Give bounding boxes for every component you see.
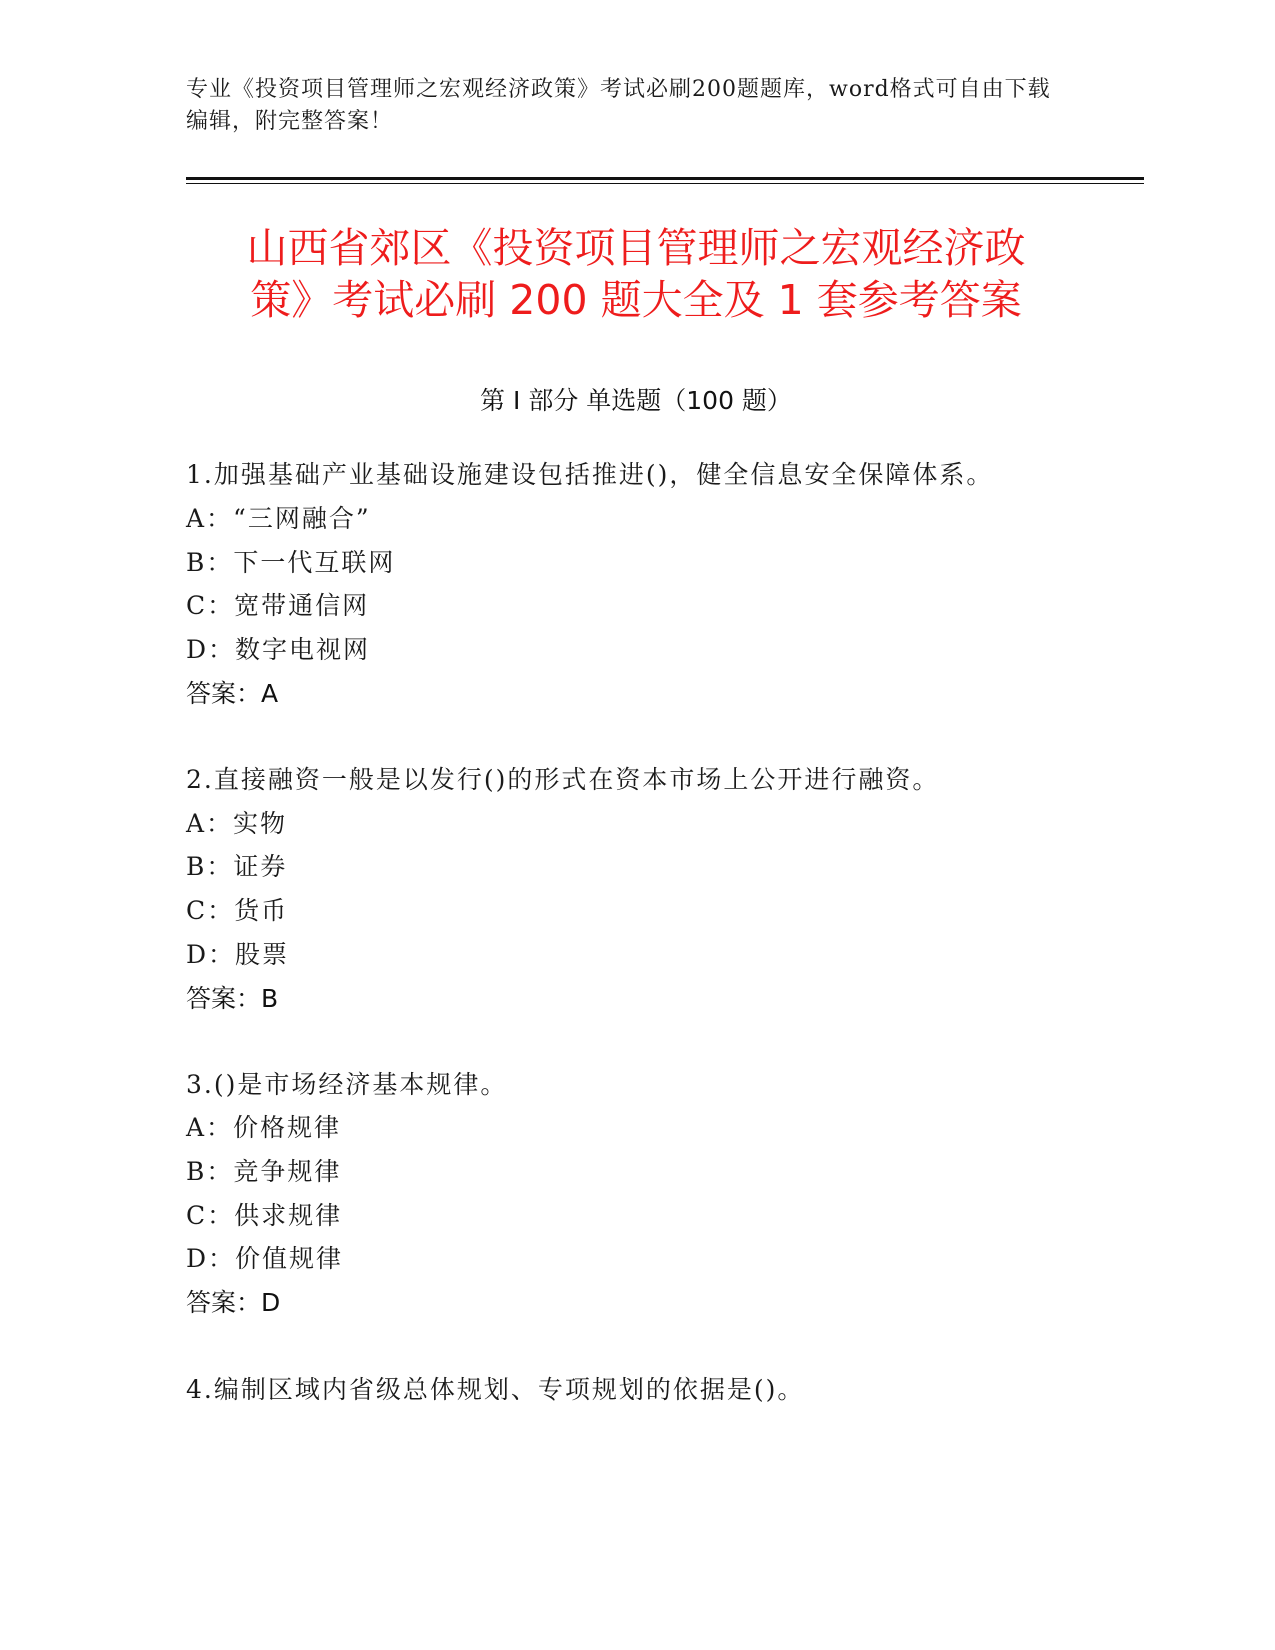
question-3-option-d: D：价值规律: [186, 1244, 344, 1273]
question-2-option-b: B：证券: [186, 852, 288, 881]
question-2-option-a: A：实物: [186, 809, 288, 838]
question-3-option-c: C：供求规律: [186, 1201, 343, 1230]
question-2-answer: 答案：B: [186, 984, 279, 1013]
question-2-stem: 2.直接融资一般是以发行()的形式在资本市场上公开进行融资。: [186, 765, 940, 794]
question-1-option-b: B：下一代互联网: [186, 548, 396, 577]
question-4-stem: 4.编制区域内省级总体规划、专项规划的依据是()。: [186, 1375, 805, 1404]
question-1-option-d: D：数字电视网: [186, 635, 371, 664]
question-3-option-a: A：价格规律: [186, 1113, 342, 1142]
question-3-stem: 3.()是市场经济基本规律。: [186, 1070, 508, 1099]
question-1-option-a: A：“三网融合”: [186, 504, 371, 533]
section-title: 第 I 部分 单选题（100 题）: [480, 386, 792, 415]
question-1-answer: 答案：A: [186, 679, 279, 708]
question-1-stem: 1.加强基础产业基础设施建设包括推进()，健全信息安全保障体系。: [186, 460, 994, 489]
header-note: 专业《投资项目管理师之宏观经济政策》考试必刷200题题库，word格式可自由下载编辑，附完整答案！: [186, 77, 1051, 134]
header-divider-thin: [186, 183, 1144, 184]
header-divider-thick: [186, 177, 1144, 180]
question-2-option-c: C：货币: [186, 896, 289, 925]
question-3-option-b: B：竞争规律: [186, 1157, 342, 1186]
document-title-line-1: 山西省郊区《投资项目管理师之宏观经济政: [246, 224, 1026, 272]
question-3-answer: 答案：D: [186, 1288, 281, 1317]
question-2-option-d: D：股票: [186, 940, 290, 969]
document-title: [186, 222, 1086, 326]
question-1-option-c: C：宽带通信网: [186, 591, 370, 620]
document-title-line-2: 策》考试必刷 200 题大全及 1 套参考答案: [250, 276, 1022, 324]
